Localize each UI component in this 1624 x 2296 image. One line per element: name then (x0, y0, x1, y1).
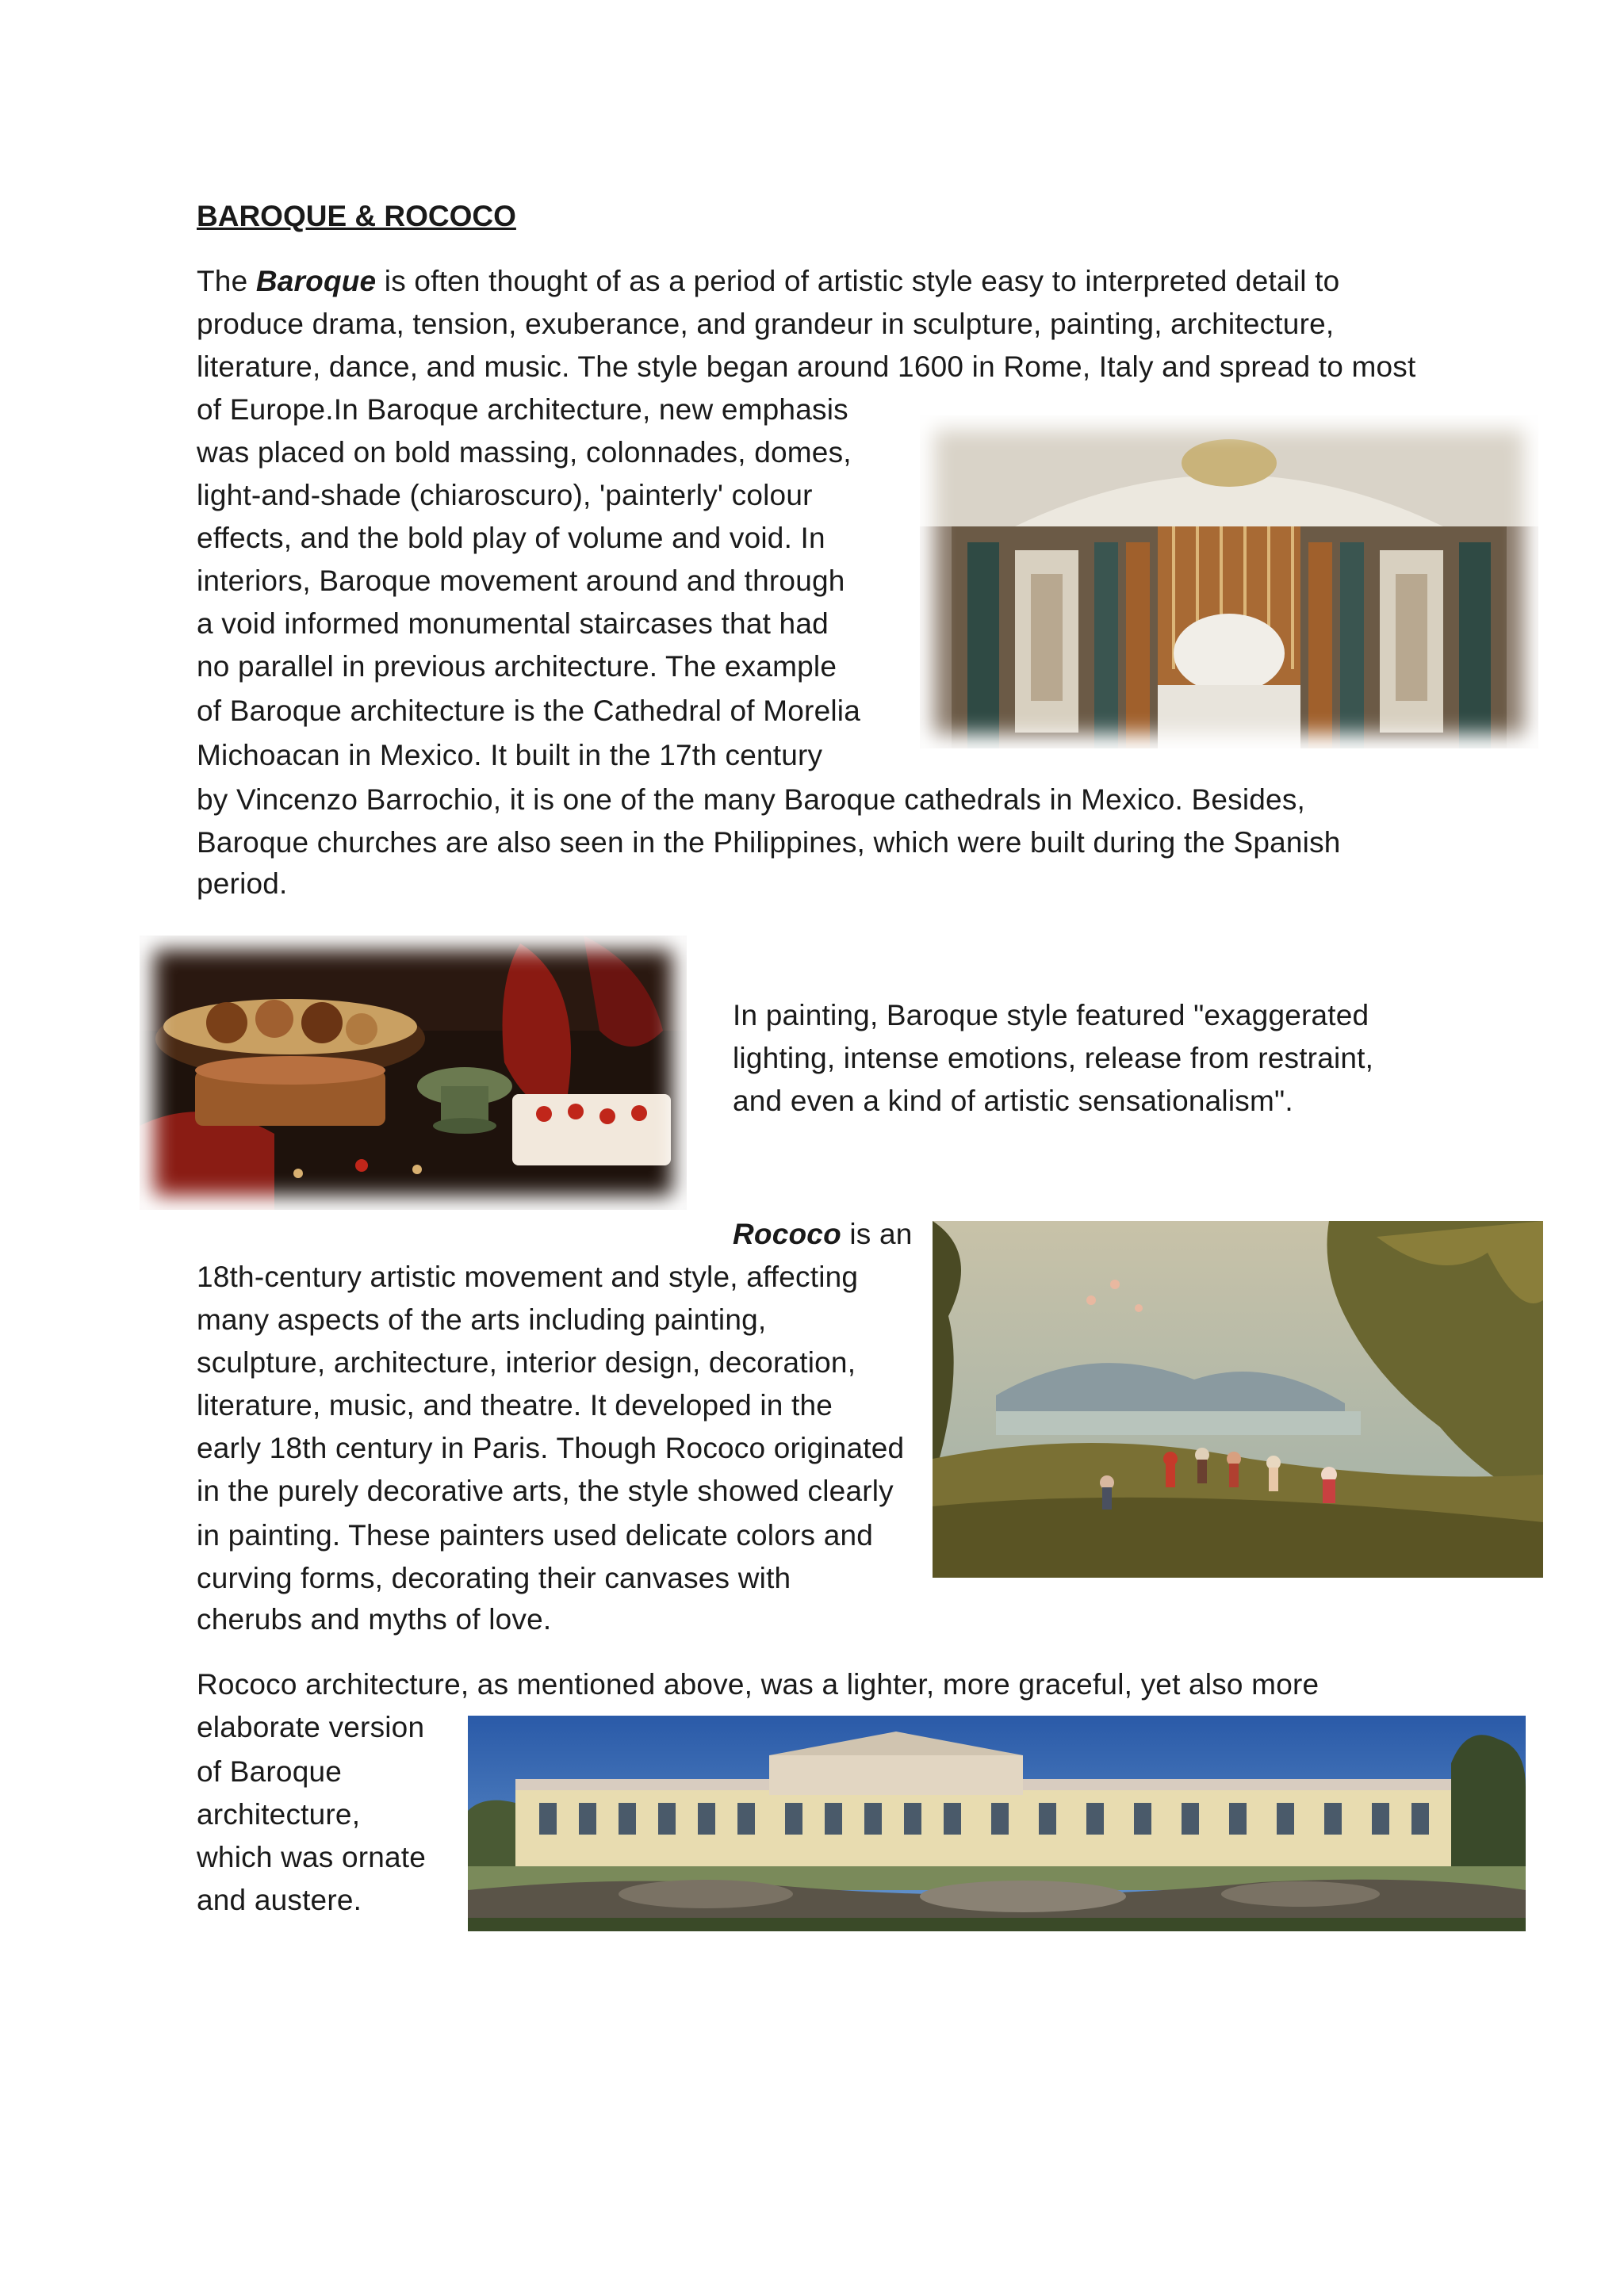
p1-line-9: a void informed monumental staircases that had (197, 607, 829, 640)
document-title: BAROQUE & ROCOCO (197, 200, 516, 232)
p1-line-4: of Europe.In Baroque architecture, new emphasis (197, 393, 848, 426)
p3-line-1-post: is an (841, 1218, 913, 1250)
p3-line-8: in painting. These painters used delicate colors and (197, 1519, 874, 1552)
baroque-term: Baroque (255, 265, 377, 297)
rococo-palace-illustration (468, 1716, 1526, 1931)
p1-line-5: was placed on bold massing, colonnades, domes, (197, 436, 852, 469)
p3-line-6: early 18th century in Paris. Though Rococo originated (197, 1432, 905, 1464)
p4-line-3: of Baroque (197, 1755, 343, 1788)
p1-line-12: Michoacan in Mexico. It built in the 17th century (197, 739, 823, 771)
p1-line-1-pre: The (197, 265, 256, 297)
p1-line-6: light-and-shade (chiaroscuro), 'painterly' colour (197, 479, 813, 511)
p1-line-13: by Vincenzo Barrochio, it is one of the many Baroque cathedrals in Mexico. Besides, (197, 783, 1305, 816)
p3-line-2: 18th-century artistic movement and style, affecting (197, 1261, 859, 1293)
p1-line-1-post: is often thought of as a period of artistic style easy to interpreted detail to (376, 265, 1340, 297)
rococo-landscape-painting (933, 1221, 1543, 1578)
p3-line-9: curving forms, decorating their canvases with (197, 1562, 791, 1594)
p1-line-15: period. (197, 867, 288, 900)
p2-line-2: lighting, intense emotions, release from restraint, (733, 1042, 1374, 1074)
cathedral-interior-illustration (920, 415, 1538, 748)
p4-line-2: elaborate version (197, 1711, 425, 1743)
p3-line-4: sculpture, architecture, interior design, decoration, (197, 1346, 856, 1379)
p3-line-1 (733, 1213, 913, 1256)
p1-line-7: effects, and the bold play of volume and void. In (197, 522, 825, 554)
rococo-term: Rococo (733, 1218, 841, 1250)
rococo-palace-photo (468, 1716, 1526, 1931)
baroque-still-life-painting (140, 936, 687, 1210)
p4-line-4: architecture, (197, 1798, 361, 1831)
still-life-illustration (140, 936, 687, 1210)
p1-line-2: produce drama, tension, exuberance, and grandeur in sculpture, painting, architecture, (197, 308, 1335, 340)
p4-line-6: and austere. (197, 1884, 362, 1916)
p3-line-5: literature, music, and theatre. It developed in the (197, 1389, 833, 1422)
p1-line-1 (197, 260, 1339, 303)
p2-line-1: In painting, Baroque style featured "exaggerated (733, 999, 1369, 1031)
cathedral-interior-image (920, 415, 1538, 748)
p1-line-14: Baroque churches are also seen in the Philippines, which were built during the Spanish (197, 826, 1341, 859)
p1-line-10: no parallel in previous architecture. The example (197, 650, 837, 683)
p3-line-3: many aspects of the arts including painting, (197, 1303, 767, 1336)
p2-line-3: and even a kind of artistic sensationalism". (733, 1085, 1293, 1117)
p4-line-1: Rococo architecture, as mentioned above, was a lighter, more graceful, yet also more (197, 1668, 1320, 1701)
p3-line-7: in the purely decorative arts, the style showed clearly (197, 1475, 894, 1507)
p4-line-5: which was ornate (197, 1841, 427, 1873)
p3-line-10: cherubs and myths of love. (197, 1603, 552, 1636)
p1-line-8: interiors, Baroque movement around and through (197, 564, 845, 597)
p1-line-11: of Baroque architecture is the Cathedral of Morelia (197, 695, 860, 727)
rococo-landscape-illustration (933, 1221, 1543, 1578)
p1-line-3: literature, dance, and music. The style began around 1600 in Rome, Italy and spread to most (197, 350, 1416, 383)
